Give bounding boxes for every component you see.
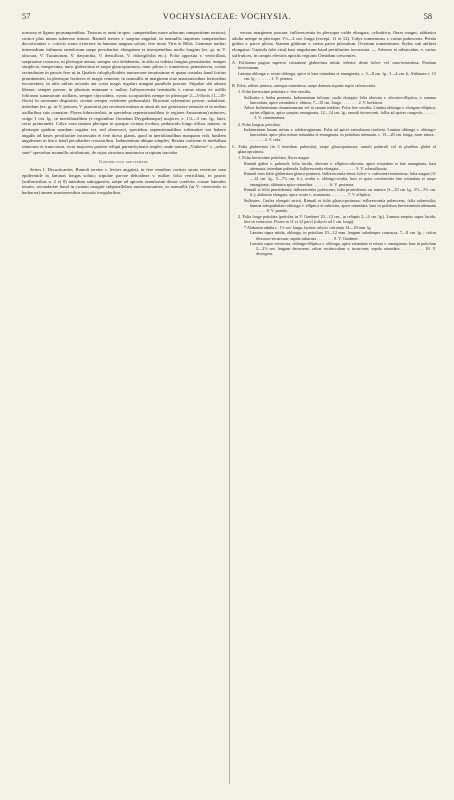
key-entry: Ramuli cum foliis glaberrimi glauco-pruinosi. Inflorescentia dense fulvo- v. rufescenti-tomentosa; folia magna (11—14 cm. lg., 5—7½ cm. lt.), ovalia v. oblongo-ovalia, basi et apice conformiter late rotundata et saepe emarginata; alabastra apice rotundata . . . . . . . . 6. V. pruinosa. <box>244 171 436 187</box>
key-entry: Ramuli et folia pruriedentia; inflorescentia pubescens; folia pruriedentia sat minora (3—10 cm. lg., 2½—5½ cm. lt.); alabastra elongata, apice acuta v. acuminata . . . . . . . . 7. V. elliptica. <box>244 187 436 198</box>
key-entry: Suffrutex v. herba perennis. Indumentum fulvum; caulis elongati; folia obovata v. obovato-elliptica, v. summa lanceolata, apice rotundata v. obtusa, 7—10 cm. longa . . . . . . . . 2. V. herbacea. <box>244 94 436 105</box>
key-entry: 1. Folia brevissime petiolata v. fere sessilia. <box>238 88 312 94</box>
key-entry: C. Folia glaberrima (in 5 interdum puberula), saepe glaucopruinosa; ramuli puberuli vel in pluribus glabri et glaucopruinosi. <box>232 143 436 155</box>
left-column <box>22 30 226 196</box>
identification-key <box>232 60 436 256</box>
running-title: VOCHYSIACEAE: VOCHYSIA. <box>162 12 292 21</box>
column-divider <box>229 28 230 784</box>
key-entry: Indumentum laxum rufum v. subferrugineum. Folia ad apices ramulorum conferta. Lamina oblonga v. oblongo-lanceolata, apice plus minus rotundata et emarginata, in petiolum attenuata, c. 15—20 cm. longa, nunc minor . . . . . . . . 4. V. rufa. <box>244 127 436 143</box>
genus-description-text: tortuoso et ligneo prorumpentibus. Truncus et rami in spec. campestribus more arborum campestrium tortuosi, cortice plus minus suberoso rimoso. Ramuli teretes v. saepius angulati, in nonnullis imprimis campestribus decorticantes s. corticis strato exteriore in laminas magnas soluto, fere more Vitis et Ribis. Gemmae nudae; internodium infimum ramulorum saepe peculiariter elongatum et insequentibus multo longius (ex. gr. in V. obscura, V. Tucanorum, V. dasyantha, V. densiflora, V. oblongifolia etc.). Folia opposita v. verticillata, saepissime coriacea; in plerisque annua, semper cito delabentia, in aliis ut videtur longius persistentia; semper simplicia, integerrima, nunc glaberrima et saepe glaucopruinosa, nunc pilosa v. tomentosa; penninervia, costae secundariae in paucis fere ut in Qualeis calophylloideis numerosae tenuissimae et quam costulas haud fortius prominentes, in plerisque fortiores et magis remotae; in nonnullis in marginem sine anastomosibus fortioribus excurrentes, in aliis utilius arcuatis aut costa magis regulari margini parallela junctae. Stipulae ubi adsunt liberae, semper parvae, in plurimis minimae v. nullae. Inflorescentia terminalis v. rarius etiam ex axillis foliorum summorum axillaris, semper thyrsoidea, cymis scorpioideis nempe in plerisque 2—3-floris (1—10-floris) in racemum dispositis; cicinni semper evidenter pedunculati. Bracteae solemniter parvae, subulatae, interdum (ex. gr. in V. petraea, V. punctata) per recemescentiam ut aiunt ab axe generatore remotae et in axibus axillaribus suis connatae. Flores bibracteolati, in speciebus septentrionalibus (e regione Amazonum) minores, vulgo 1 cm. lg., in meridionalibus (e regionibus Oreadum Drygadumque) majores, e. 1½—3 cm. lg., latei, certo proterandri. Calyx vasa tantum pleraque in quoque cicinna evoluta, pedunculo longo affixa, nutans; in plerisque quidem nondum cognita est, sed observavi, speciebus septentrionalibus solemniter eas habere angulis ad bases peculiariter incrassatis et fere dorso planis, quod in meridionalibus nunquam vidi, basilem anguloram in hisce haud peculiariter crassioribus. Indumentum ubique simplex. Resina corticem et medullam ramorum et truncorum, sicut majorem partem reliqui parenchymatis implet, unde nomen „Vinheiro“ s. „arbor sunt“ speciebus nonnullis attributum, de cujus structura anatomica scriptum tractabo. <box>22 30 226 155</box>
key-entry: B. Folia, saltem juniora, utrinque tomentosa, saepe demum supinis supra calvescentia. <box>232 82 377 88</box>
key-entry: 2. Folia longius petiolata. <box>238 121 281 127</box>
page-number-right: 58 <box>423 12 432 21</box>
key-entry: 1. Folia brevissime petiolata; flores magni. <box>238 155 310 161</box>
series-description-text: Series I. Decorticantes. Ramuli teretes v. leviter angulati, in fere omnibus corticis strato exteriore cum epidermide in laminas longas soluto; stipulae parvae deltoideae v. nullae; folia verticillata, in paucis (suffruticibus n. 2 et 8) interdum subopposita, saepe ad apicem ramulorum dense conferta; costae laterales tenues, secundariae haud in costam margini subparallelam anastomosantes, in nonnullis (ut V. virescentis et herbacea) tamen anastomosibus arcuatis irregularibus <box>22 167 226 195</box>
key-entry: Suffrutex. Caulea elongati stricti. Ramuli et folia glauco-pruinosa; inflorescentia pubescens; folia subsessilia; lamina subspathulato-oblonga v. elliptica et subovata, apice rotundata, basi in petiolum breviasimum attenuata . . . . . . . . 8. V. pumila. <box>244 197 436 214</box>
page-header <box>22 12 432 26</box>
key-entry: Lamina supra vernicosa, oblongo-elliptica v. oblonga, apice rotundata et retusa v. emarginata, basi in petiolum 2—2½ cm. longum decurrens; calcar rectiusculum v. incurvum; sepala rotundata . . . . . . . . 10. V. divergens. <box>250 241 436 257</box>
conspectus-heading: Conspectus specierum. <box>99 159 149 165</box>
right-column <box>232 30 436 256</box>
key-entry: * Alabastra adulta c. 1½ cm. longa; lacinia calycis calcarata 14—18 mm. lg. <box>244 224 372 230</box>
series-continuation-text: versus marginem junctae; inflorescentia in plerisque valde elongata, cylindrica; flores magni, alabastra adulta nempe in plerisque 1½—2 cm. longa (except. 11 et 12). Calyx tomentosus v. rarius pubescens. Petala glabra v. parce pilosa. Stamen glabrum v. rarius parce pilosulum. Ovarium tomentosum. Stylus sub anthesi elongatus. Capsula (ubi visa) basi angulorum haud peculiariter incrassata. — Arbores et arbusculae, v. rarius suffrutices, in campis elevatis aprictis regionis Oreadum crescentes. <box>232 30 436 58</box>
key-entry: Ramuli glabri v. puberuli; folia lucida, obovata v. elliptico-obovata, apice rotundata et late emarginata, basi attenuata, interdum puberula. Inflorescentia elongata . . . . . . . . 5. V. schmalfussia. <box>244 160 436 171</box>
key-entry: Arbor. Indumentum cinnamomeum vel in canum tendens. Folia fere sessilia. Lamina oblonga v. elongato-elliptica, rarius elliptica, apice saepius emarginata, 12—14 cm. lg.; ramuli increscenti, follia ad apices congestis . . . . . . . . 3. V. cinnamomea. <box>244 105 436 121</box>
key-entry: Lamina oblonga v. ovato-oblonga, apice et basi rotundata et emarginata, c. 5—8 cm. lg., 3—4 cm. lt. Alabastra c. 13 cm. lg. . . . . . . . 1. V. petraea. <box>238 71 436 82</box>
key-entry: Lamina supra nitida, oblonga, in petiolum 10—12 mm. longum subabrupte contracta, 7—8 cm. lg. ; calcar flexuoso-recurvum; sepala subacuta . . . . . . . . 9. V. Gardneri. <box>250 230 436 241</box>
key-entry: A. Folliorum pagina superior cristatione glaberrima nitida, inferior dense fulvo- vel cano-tomentosa. Petalum bevissimum. <box>232 60 436 71</box>
key-entry: 2. Folia longe petiolata (petiolus in V. Gardneri 10—12 cm., in reliquis 2—4 cm. lg.). Lamina saepius supra lucida, fere ut vernicosa. Flores in 11 et 12 parvi (calycis ad 1 cm. longi). <box>238 214 436 225</box>
page-number-left: 57 <box>22 12 31 21</box>
